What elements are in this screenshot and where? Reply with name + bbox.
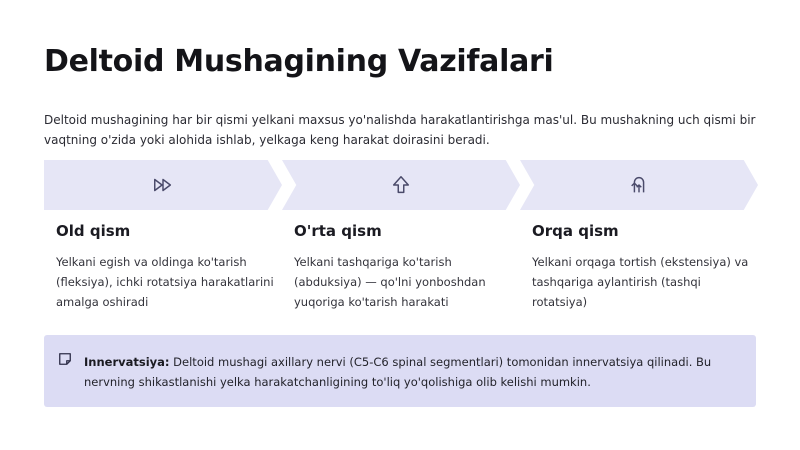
intro-text: Deltoid mushagining har bir qismi yelkani maxsus yo'nalishda harakatlantirishga mas'ul. Bu mushakning uch qismi bir vaqtning o'zida yoki alohida ishlab, yelkaga keng harakat doirasini beradi. <box>44 113 756 147</box>
step-chevron-3 <box>520 160 758 210</box>
page-title: Deltoid Mushagining Vazifalari <box>44 44 554 79</box>
rotate-icon <box>628 174 650 196</box>
note-icon <box>58 352 72 366</box>
step-chevron-1 <box>44 160 282 210</box>
innervation-note <box>44 335 756 407</box>
muscle-parts <box>44 222 758 322</box>
note-body: Deltoid mushagi axillary nervi (C5-C6 spinal segmentlari) tomonidan innervatsiya qilinadi. Bu nervning shikastlanishi yelka harakatchanligining to'liq yo'qolishiga olib kelishi mumkin. <box>84 355 712 389</box>
forward-icon <box>152 174 174 196</box>
part-heading: Old qism <box>56 222 131 240</box>
process-steps <box>44 160 758 210</box>
part-description: Yelkani tashqariga ko'tarish (abduksiya) — qo'lni yonboshdan yuqoriga ko'tarish harakati <box>294 255 486 309</box>
step-chevron-2 <box>282 160 520 210</box>
part-description: Yelkani egish va oldinga ko'tarish (fleksiya), ichki rotatsiya harakatlarini amalga oshiradi <box>56 255 274 309</box>
part-heading: Orqa qism <box>532 222 619 240</box>
arrow-up-icon <box>390 174 412 196</box>
part-column-middle <box>294 222 514 312</box>
part-column-anterior <box>56 222 276 312</box>
part-heading: O'rta qism <box>294 222 382 240</box>
part-description: Yelkani orqaga tortish (ekstensiya) va tashqariga aylantirish (tashqi rotatsiya) <box>532 255 749 309</box>
part-column-posterior <box>532 222 752 312</box>
note-text <box>84 352 734 392</box>
note-label: Innervatsiya: <box>84 355 170 369</box>
